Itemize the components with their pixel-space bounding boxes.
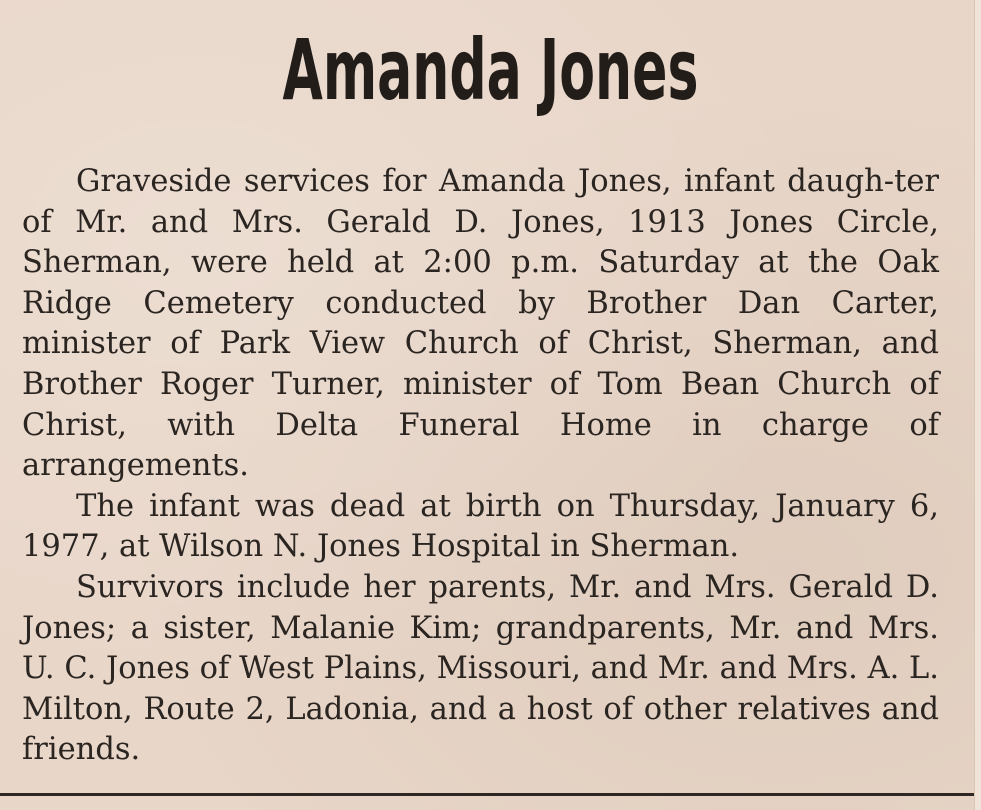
bottom-rule: [0, 793, 981, 796]
paragraph-survivors: Survivors include her parents, Mr. and Mrs. Gerald D. Jones; a sister, Malanie Kim; grandparents, Mr. and Mrs. U. C. Jones of West Plains, Missouri, and Mr. and Mrs. A. L. Milton, Route 2, Ladonia, and a host of other relatives and friends.: [22, 569, 939, 768]
paragraph-services: Graveside services for Amanda Jones, infant daugh-ter of Mr. and Mrs. Gerald D. Jones, 1913 Jones Circle, Sherman, were held at 2:00 p.m. Saturday at the Oak Ridge Cemetery conducted by Brother Dan Carter, minister of Park View Church of Christ, Sherman, and Brother Roger Turner, minister of Tom Bean Church of Christ, with Delta Funeral Home in charge of arrangements.: [22, 164, 939, 484]
obituary-body: [22, 162, 939, 771]
clipping-edge: [974, 0, 981, 810]
headline: Amanda Jones: [282, 21, 699, 119]
paragraph-birth: The infant was dead at birth on Thursday, January 6, 1977, at Wilson N. Jones Hospital in Sherman.: [22, 488, 939, 565]
